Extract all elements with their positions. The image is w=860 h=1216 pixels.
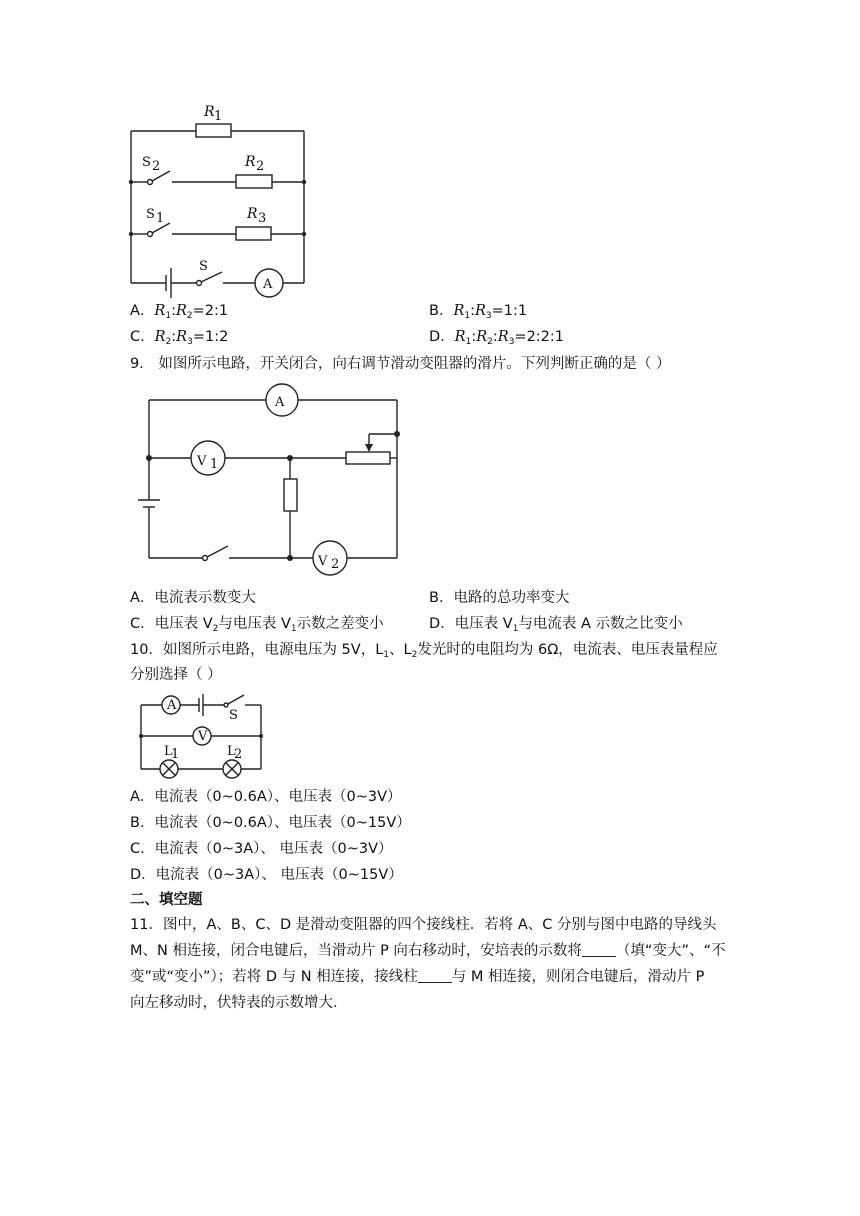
q10-stem-line1: 10．如图所示电路，电源电压为 5V，$L_1$、$L_2$发光时的电阻均为 6Ω，电流表、电压表量程应 [130,642,718,660]
svg-text:2: 2 [152,159,161,174]
q11-line1: 11．图中，A、B、C、D 是滑动变阻器的四个接线柱．若将 A、C 分别与图中电路的导线头 [130,917,717,933]
svg-text:V: V [198,729,208,744]
q10-option-a: A．电流表（0~0.6A）、电压表（0~3V） [130,789,402,805]
svg-text:2: 2 [234,747,243,762]
svg-text:V: V [318,554,328,569]
q8-option-a: A．$R_1:R_2=2:1$ [130,303,229,321]
q9-option-a: A．电流表示数变大 [130,590,256,606]
svg-text:V: V [197,454,207,469]
svg-text:A: A [167,698,177,713]
svg-text:3: 3 [258,211,267,226]
q9-option-c: C．电压表 $V_2$与电压表 $V_1$示数之差变小 [130,616,384,634]
q9-option-b: B．电路的总功率变大 [429,590,570,606]
svg-text:A: A [263,277,273,292]
svg-text:S: S [142,155,151,170]
q9-stem: 9． 如图所示电路，开关闭合，向右调节滑动变阻器的滑片。下列判断正确的是（ ） [130,356,671,372]
svg-text:1: 1 [171,747,180,762]
svg-text:S: S [229,708,238,723]
q9-option-d: D．电压表 $V_1$与电流表 A 示数之比变小 [429,616,683,634]
q8-option-c: C．$R_2:R_3=1:2$ [130,329,229,347]
svg-text:R: R [204,104,215,120]
svg-text:A: A [275,395,285,410]
switch-s [224,703,228,707]
svg-text:S: S [199,259,208,274]
svg-text:2: 2 [256,159,265,174]
q11-line3: 变”或“变小”）；若将 D 与 N 相连接，接线柱 与 M 相连接，则闭合电键后，滑动片 P [130,969,705,985]
q10-option-b: B．电流表（0~0.6A）、电压表（0~15V） [130,815,411,831]
svg-text:2: 2 [331,557,340,572]
svg-text:1: 1 [214,109,223,124]
q11-line4: 向左移动时，伏特表的示数增大． [130,995,348,1011]
q10-option-c: C．电流表（0~3A）、 电压表（0~3V） [130,841,393,857]
q11-line2: M、N 相连接，闭合电键后，当滑动片 P 向右移动时，安培表的示数将 （填“变大”、“不 [130,943,726,959]
fill-blank-1[interactable] [582,942,616,957]
svg-text:L: L [227,744,236,759]
svg-text:R: R [245,154,256,170]
svg-text:1: 1 [156,211,165,226]
svg-text:R: R [247,206,258,222]
fill-blank-2[interactable] [418,968,452,983]
svg-text:S: S [146,207,155,222]
q8-option-d: D．$R_1:R_2:R_3=2:2:1$ [429,329,565,347]
q10-stem-line2: 分别选择（ ） [130,667,222,683]
q8-option-b: B．$R_1:R_3=1:1$ [429,303,528,321]
section-title: 二、填空题 [130,892,203,908]
svg-text:1: 1 [210,457,219,472]
q10-option-d: D．电流表（0~3A）、 电压表（0~15V） [130,867,403,883]
svg-text:L: L [164,744,173,759]
